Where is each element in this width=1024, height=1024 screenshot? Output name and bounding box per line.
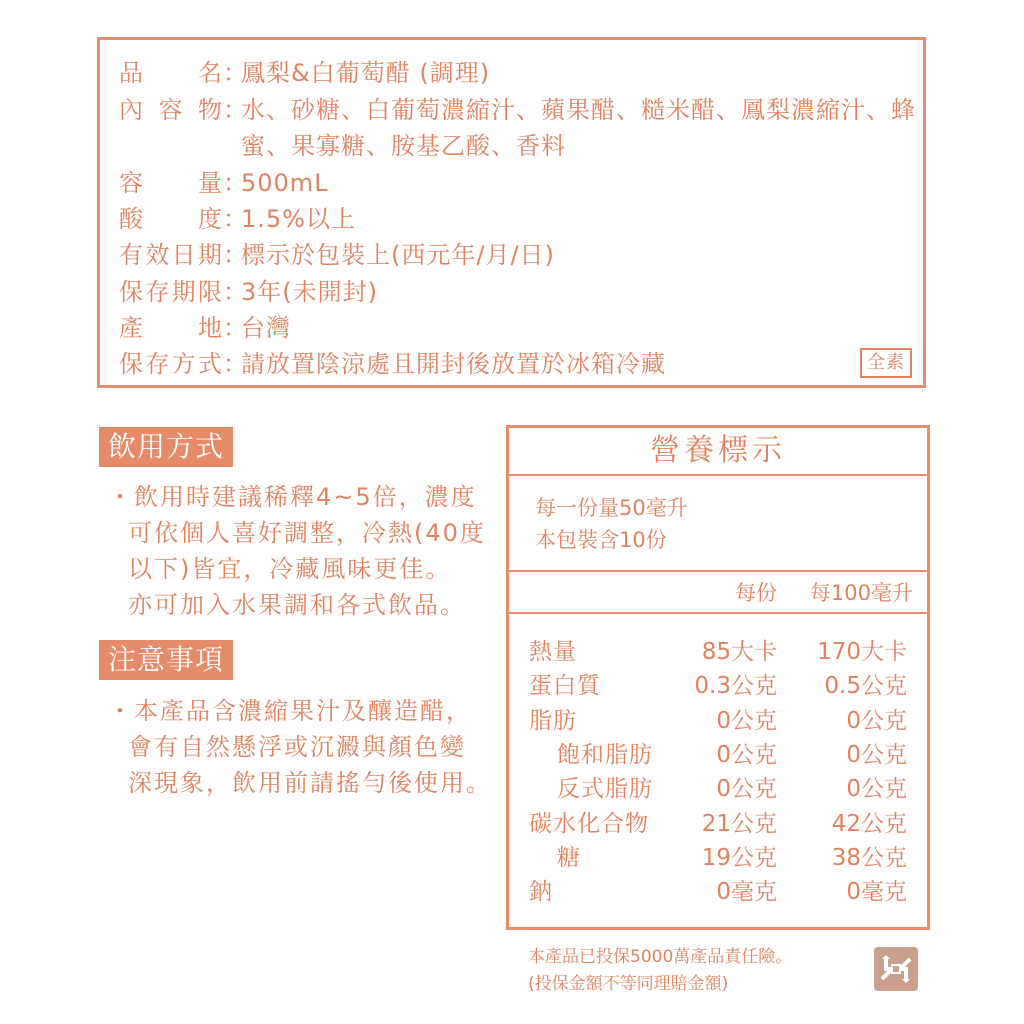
usage-line: 亦可加入水果調和各式飲品。	[128, 591, 466, 619]
per-serving-value: 0公克	[716, 707, 777, 734]
spec-label-char: 有	[119, 241, 144, 269]
spec-label-char: 品	[119, 59, 144, 87]
spec-label-char: 保	[119, 350, 144, 378]
divider	[509, 570, 927, 572]
usage-text	[108, 479, 493, 623]
nutrient-name: 飽和脂肪	[557, 741, 653, 768]
nutrient-name: 熱量	[529, 639, 577, 665]
spec-label-text	[119, 168, 223, 198]
spec-label-char: 名	[198, 59, 223, 87]
product-spec-box	[97, 37, 926, 388]
spec-label-text	[119, 277, 223, 307]
per-serving-value: 85大卡	[701, 639, 777, 665]
spec-label-text	[119, 95, 223, 125]
nutrition-facts-table	[506, 425, 930, 930]
spec-label-char: 保	[119, 278, 144, 306]
serving-size: 每一份量50毫升	[535, 496, 688, 520]
spec-value: 水、砂糖、白葡萄濃縮汁、蘋果醋、糙米醋、鳳梨濃縮汁、蜂	[241, 96, 916, 124]
notice-line	[108, 693, 493, 729]
per-serving-value: 21公克	[701, 810, 777, 837]
notice-text	[108, 693, 493, 801]
divider	[509, 612, 927, 614]
col-header-per-100ml: 每100毫升	[809, 581, 913, 605]
vegan-badge: 全素	[860, 348, 912, 378]
per-serving-value: 0公克	[716, 741, 777, 768]
per-serving-value: 0.3公克	[694, 673, 777, 700]
notice-heading: 注意事項	[99, 640, 233, 680]
spec-colon: ：	[223, 59, 248, 87]
spec-label-char: 效	[145, 241, 171, 269]
spec-value: 1.5%以上	[241, 205, 356, 233]
spec-label	[119, 240, 223, 270]
spec-label-char: 酸	[119, 205, 144, 233]
nutrition-row	[509, 738, 927, 772]
per-100ml-value: 170大卡	[817, 639, 907, 665]
spec-label-char: 內	[119, 96, 144, 124]
spec-label	[119, 313, 223, 343]
nutrition-row	[509, 635, 927, 669]
insurance-disclaimer: (投保金額不等同理賠金額)	[528, 974, 729, 994]
usage-line: 可依個人喜好調整，冷熱(40度	[128, 519, 486, 547]
spec-value: 台灣	[241, 314, 291, 342]
spec-value: 請放置陰涼處且開封後放置於冰箱冷藏	[241, 350, 666, 378]
notice-line: 深現象，飲用前請搖勻後使用。	[128, 769, 492, 797]
spec-label-char: 存	[145, 350, 171, 378]
spec-value: 500mL	[241, 169, 329, 197]
nutrition-row	[509, 875, 927, 909]
spec-colon: ：	[223, 314, 248, 342]
spec-label-char: 容	[119, 169, 144, 197]
spec-label-char: 限	[197, 278, 223, 306]
nutrient-name: 鈉	[529, 879, 553, 906]
spec-label-text	[119, 313, 223, 343]
spec-label-char: 式	[197, 350, 223, 378]
per-100ml-value: 0公克	[846, 776, 907, 803]
spec-colon: ：	[223, 278, 248, 306]
spec-label-text	[119, 204, 223, 234]
spec-label-char: 物	[198, 96, 223, 124]
per-100ml-value: 0公克	[846, 707, 907, 734]
usage-heading: 飲用方式	[99, 427, 233, 467]
spec-label	[119, 349, 223, 379]
per-100ml-value: 42公克	[831, 810, 907, 837]
spec-label	[119, 204, 223, 234]
per-100ml-value: 0公克	[846, 741, 907, 768]
nutrition-row	[509, 841, 927, 875]
spec-colon: ：	[223, 241, 248, 269]
spec-value: 標示於包裝上(西元年/月/日)	[241, 241, 555, 269]
insurance-note	[528, 944, 792, 998]
servings-per-package: 本包裝含10份	[535, 528, 667, 552]
spec-label-char: 量	[198, 169, 223, 197]
bullet: ・	[108, 483, 134, 511]
per-100ml-value: 0毫克	[846, 879, 907, 906]
spec-label-text	[119, 58, 223, 88]
per-100ml-value: 0.5公克	[824, 673, 907, 700]
nutrient-name: 反式脂肪	[557, 776, 653, 803]
spec-label	[119, 58, 223, 88]
usage-line	[108, 479, 493, 515]
spec-label-char: 存	[145, 278, 171, 306]
spec-label-char: 期	[197, 241, 223, 269]
per-serving-value: 19公克	[701, 844, 777, 871]
recycle-icon	[872, 945, 920, 993]
nutrient-name: 蛋白質	[529, 673, 601, 700]
spec-label-char: 期	[171, 278, 197, 306]
nutrition-title: 營養標示	[509, 428, 927, 476]
spec-label-char: 日	[171, 241, 197, 269]
per-serving-value: 0公克	[716, 776, 777, 803]
spec-label-char: 容	[158, 96, 184, 124]
insurance-text: 本產品已投保5000萬產品責任險。	[528, 947, 793, 967]
spec-colon: ：	[223, 350, 248, 378]
usage-line-text: 飲用時建議稀釋4~5倍，濃度	[134, 483, 477, 511]
spec-label	[119, 95, 223, 125]
spec-label-text	[119, 240, 223, 270]
col-header-per-serving: 每份	[735, 581, 777, 605]
nutrition-row	[509, 704, 927, 738]
nutrition-row	[509, 807, 927, 841]
spec-colon: ：	[223, 205, 248, 233]
spec-value: 鳳梨&白葡萄醋 (調理)	[241, 59, 491, 87]
spec-value: 3年(未開封)	[241, 278, 378, 306]
nutrition-row	[509, 772, 927, 806]
nutrient-name: 碳水化合物	[529, 810, 649, 837]
per-serving-value: 0毫克	[716, 879, 777, 906]
spec-label-char: 產	[119, 314, 144, 342]
nutrient-name: 脂肪	[529, 707, 577, 734]
spec-label-char: 方	[171, 350, 197, 378]
spec-label-char: 地	[198, 314, 223, 342]
notice-line: 會有自然懸浮或沉澱與顏色變	[128, 733, 466, 761]
spec-label-char: 度	[198, 205, 223, 233]
spec-colon: ：	[223, 169, 248, 197]
notice-line-text: 本產品含濃縮果汁及釀造醋，	[134, 697, 472, 725]
spec-colon: ：	[223, 96, 248, 124]
bullet: ・	[108, 697, 134, 725]
serving-info	[535, 492, 688, 556]
spec-label	[119, 168, 223, 198]
per-100ml-value: 38公克	[831, 844, 907, 871]
spec-label-text	[119, 349, 223, 379]
spec-value: 蜜、果寡糖、胺基乙酸、香料	[241, 132, 566, 160]
nutrient-name: 糖	[557, 844, 581, 871]
nutrition-row	[509, 669, 927, 703]
spec-label	[119, 277, 223, 307]
usage-line: 以下)皆宜，冷藏風味更佳。	[128, 555, 452, 583]
